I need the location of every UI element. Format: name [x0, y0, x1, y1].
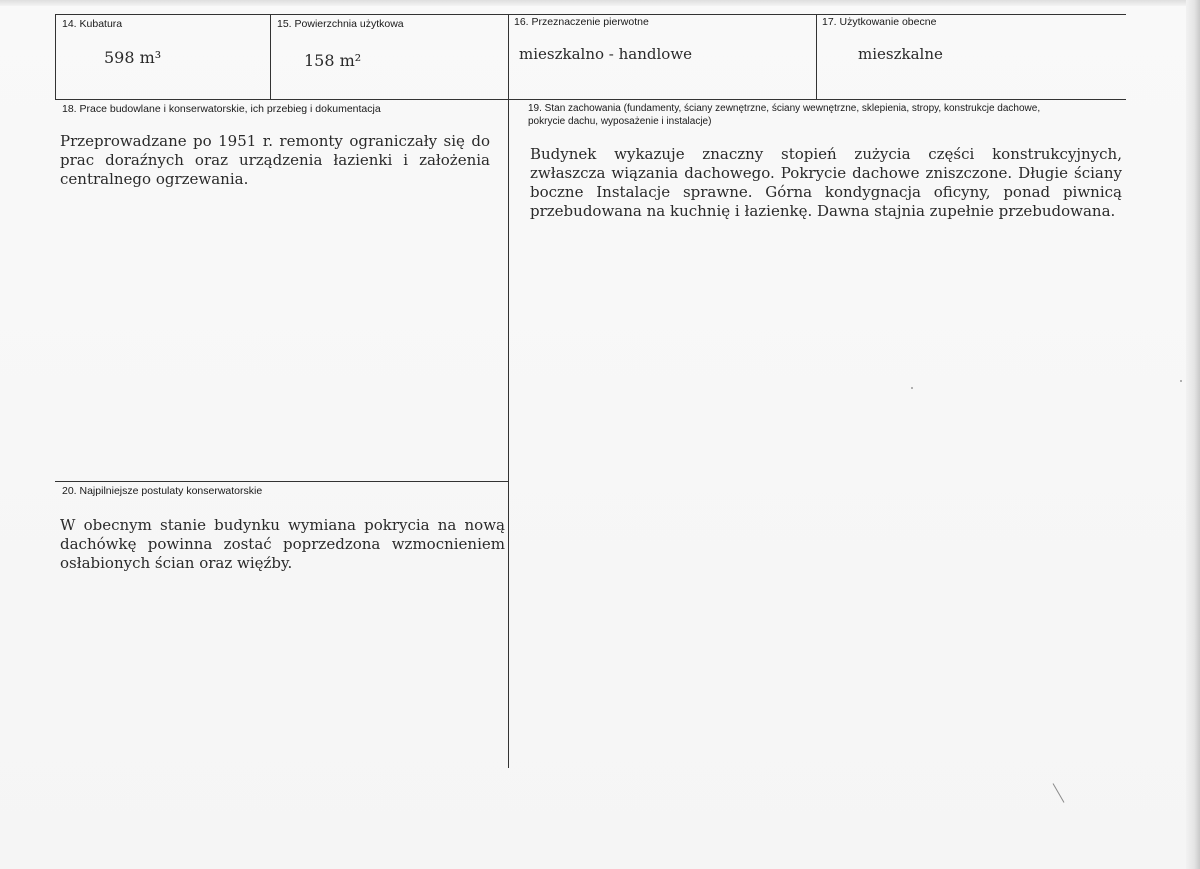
top-border-line	[55, 14, 1126, 15]
paper-right-edge	[1186, 0, 1200, 869]
kubatura-value: 598 m³	[104, 48, 162, 67]
stan-label-line-1: 19. Stan zachowania (fundamenty, ściany zewnętrzne, ściany wewnętrzne, sklepienia, stropy, konstrukcje dachowe,	[528, 103, 1041, 114]
postulaty-text: W obecnym stanie budynku wymiana pokrycia na nową dachówkę powinna zostać poprzedzona wzmocnieniem osłabionych ścian oraz więźby.	[60, 516, 505, 572]
column-divider-line-3	[816, 14, 817, 100]
powierzchnia-value: 158 m²	[304, 51, 362, 70]
column-divider-line-2	[508, 14, 509, 768]
scan-speck	[1180, 380, 1182, 382]
section-20-divider-line	[55, 481, 508, 482]
paper-top-edge	[0, 0, 1200, 6]
uzytkowanie-value: mieszkalne	[858, 45, 943, 63]
stan-label-line-2: pokrycie dachu, wyposażenie i instalacje)	[528, 116, 712, 127]
stan-text: Budynek wykazuje znaczny stopień zużycia części konstrukcyjnych, zwłaszcza wiązania dachowego. Pokrycie dachowe zniszczone. Długie ściany boczne Instalacje sprawne. Górna kondygnacja oficyny, ponad piwnicą przebudowana na kuchnię i łazienkę. Dawna stajnia zupełnie przebudowana.	[530, 145, 1122, 220]
uzytkowanie-label: 17. Użytkowanie obecne	[822, 16, 937, 28]
left-border-line	[55, 14, 56, 100]
prace-text: Przeprowadzane po 1951 r. remonty ograniczały się do prac doraźnych oraz urządzenia łazienki i założenia centralnego ogrzewania.	[60, 132, 490, 188]
postulaty-label: 20. Najpilniejsze postulaty konserwatorskie	[62, 485, 263, 497]
column-divider-line-1	[270, 14, 271, 100]
przeznaczenie-label: 16. Przeznaczenie pierwotne	[514, 16, 649, 28]
przeznaczenie-value: mieszkalno - handlowe	[519, 45, 693, 63]
scan-scratch	[1053, 783, 1065, 803]
row-divider-line	[55, 99, 1126, 100]
kubatura-label: 14. Kubatura	[62, 18, 123, 30]
prace-label: 18. Prace budowlane i konserwatorskie, ich przebieg i dokumentacja	[62, 103, 381, 115]
scan-speck	[911, 387, 913, 389]
powierzchnia-label: 15. Powierzchnia użytkowa	[277, 18, 404, 30]
